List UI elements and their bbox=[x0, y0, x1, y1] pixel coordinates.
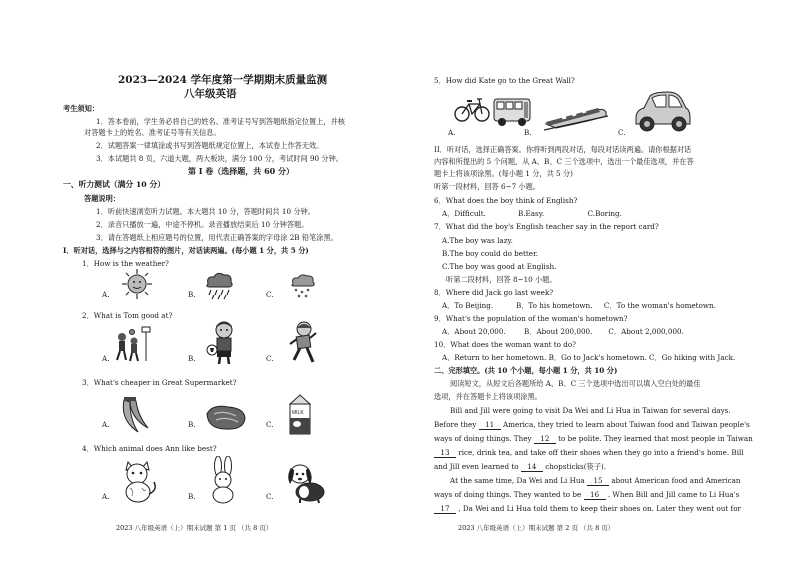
bus-icon bbox=[492, 96, 532, 128]
blank-16[interactable]: 16 bbox=[584, 490, 606, 500]
blank-11[interactable]: 11 bbox=[479, 420, 501, 430]
option-c-label: C. bbox=[266, 420, 274, 429]
milk-carton-icon bbox=[286, 392, 314, 436]
exam-subtitle: 八年级英语 bbox=[184, 88, 237, 100]
blank-12[interactable]: 12 bbox=[534, 434, 556, 444]
answer-heading: 答题说明： bbox=[84, 194, 120, 203]
section-one-title: 一、听力测试（满分 10 分） bbox=[63, 180, 166, 189]
question-7-option-a: A.The boy was lazy. bbox=[442, 236, 513, 245]
rabbit-icon bbox=[206, 456, 240, 504]
option-b-label: B. bbox=[188, 290, 196, 299]
part-ii-instruction: 内容和所提出的 5 个问题，从 A、B、C 三个选项中，选出一个最佳选项，并在答 bbox=[434, 157, 694, 166]
exam-page-1 bbox=[60, 0, 405, 561]
train-icon bbox=[544, 98, 608, 132]
part-ii-instruction: II．听对话，选择正确答案。你将听到两段对话，每段对话读两遍。请你根据对话 bbox=[434, 145, 692, 154]
passage-line: 17 , Da Wei and Li Hua told them to keep their shoes on. Later they went out for bbox=[434, 504, 741, 514]
option-b-label: B. bbox=[188, 492, 196, 501]
question-5: 5．How did Kate go to the Great Wall? bbox=[434, 76, 575, 85]
notice-line: 1．答本卷前，学生务必将自己的姓名、准考证号写到答题纸指定位置上，并核 bbox=[96, 117, 345, 126]
dog-icon bbox=[286, 462, 326, 504]
question-8-options: A．To Beijing. B．To his hometown. C．To the woman's hometown. bbox=[442, 301, 716, 310]
option-c-label: C. bbox=[618, 128, 626, 137]
football-boy-icon bbox=[206, 320, 242, 366]
question-4: 4．Which animal does Ann like best? bbox=[82, 444, 217, 453]
option-b-label: B. bbox=[188, 420, 196, 429]
question-9-options: A．About 20,000. B．About 200,000. C．About 2,000,000. bbox=[442, 327, 684, 336]
basketball-players-icon bbox=[112, 323, 152, 363]
passage-line: 13 rice, drink tea, and take off their shoes when they go into a friend's home. Bill bbox=[434, 448, 744, 458]
question-6-options: A．Difficult. B.Easy. C.Boring. bbox=[442, 209, 622, 218]
cloze-instruction: 选项，并在答题卡上将该项涂黑。 bbox=[434, 392, 542, 401]
sun-icon bbox=[120, 268, 154, 300]
cloze-instruction: 阅读短文，从短文后各题所给 A、B、C 三个选项中选出可以填入空白处的最佳 bbox=[450, 379, 701, 388]
option-a-label: A. bbox=[102, 290, 110, 299]
passage-line: Before they 11 America, they tried to learn about Taiwan food and Taiwan people's bbox=[434, 420, 750, 429]
answer-note: 1．听前快速浏览听力试题。本大题共 10 分，答题时间共 10 分钟。 bbox=[96, 207, 315, 216]
page-footer: 2023 八年级英语（上）期末试题 第 1 页 （共 8 页） bbox=[116, 524, 273, 532]
question-7-option-b: B.The boy could do better. bbox=[442, 249, 538, 258]
page-footer: 2023 八年级英语（上）期末试题 第 2 页 （共 8 页） bbox=[458, 524, 615, 532]
option-a-label: A. bbox=[102, 354, 110, 363]
question-7: 7．What did the boy's English teacher say in the report card? bbox=[434, 222, 659, 231]
option-a-label: A. bbox=[102, 492, 110, 501]
rain-cloud-icon bbox=[202, 270, 236, 300]
part-i-instruction: I．听对话，选择与之内容相符的图片，对话读两遍。(每小题 1 分，共 5 分) bbox=[63, 246, 309, 255]
listen-material-one: 听第一段材料，回答 6~7 小题。 bbox=[434, 182, 540, 191]
notice-line: 对答题卡上的姓名、准考证号等有关信息。 bbox=[84, 128, 221, 137]
notice-line: 2．试题答案一律填涂或书写到答题纸规定位置上，本试卷上作答无效。 bbox=[96, 141, 324, 150]
listen-material-two: 听第二段材料，回答 8~10 小题。 bbox=[446, 275, 557, 284]
question-8: 8．Where did Jack go last week? bbox=[434, 288, 554, 297]
option-a-label: A. bbox=[448, 128, 456, 137]
meat-icon bbox=[204, 404, 248, 432]
passage-line: and Jill even learned to 14 chopsticks(筷子). bbox=[434, 462, 606, 471]
option-a-label: A. bbox=[102, 420, 110, 429]
question-1: 1．How is the weather? bbox=[82, 259, 169, 268]
option-c-label: C. bbox=[266, 354, 274, 363]
blank-17[interactable]: 17 bbox=[434, 504, 456, 514]
question-10: 10．What does the woman want to do? bbox=[434, 340, 577, 349]
blank-14[interactable]: 14 bbox=[521, 462, 543, 472]
exam-page-2 bbox=[432, 0, 777, 561]
option-b-label: B. bbox=[188, 354, 196, 363]
blank-13[interactable]: 13 bbox=[434, 448, 456, 458]
question-10-options: A．Return to her hometown. B．Go to Jack's hometown. C．Go hiking with Jack. bbox=[442, 353, 736, 362]
question-6: 6．What does the boy think of English? bbox=[434, 196, 578, 205]
svg-text:MILK: MILK bbox=[292, 410, 304, 416]
question-2: 2．What is Tom good at? bbox=[82, 311, 173, 320]
cat-icon bbox=[118, 460, 158, 504]
car-icon bbox=[632, 88, 692, 134]
part-ii-instruction: 题卡上将该项涂黑。(每小题 1 分，共 5 分) bbox=[434, 169, 573, 178]
notice-heading: 考生须知： bbox=[63, 104, 99, 113]
answer-note: 2．录音只播放一遍，中途不停机。录音播放结束后 10 分钟答题。 bbox=[96, 220, 309, 229]
part-one-title: 第 I 卷（选择题，共 60 分） bbox=[188, 166, 295, 176]
exam-title: 2023—2024 学年度第一学期期末质量监测 bbox=[118, 74, 328, 86]
passage-line: ways of doing things. They 12 to be polite. They learned that most people in Taiwan bbox=[434, 434, 753, 443]
notice-line: 3．本试题共 8 页，六道大题，两大板块，满分 100 分，考试时间 90 分钟。 bbox=[96, 154, 343, 163]
option-c-label: C. bbox=[266, 290, 274, 299]
passage-line: At the same time, Da Wei and Li Hua 15 about American food and American bbox=[450, 476, 741, 485]
running-boy-icon bbox=[286, 320, 320, 366]
bananas-icon bbox=[118, 396, 158, 436]
question-3: 3．What's cheaper in Great Supermarket? bbox=[82, 378, 237, 387]
passage-line: Bill and Jill were going to visit Da Wei and Li Hua in Taiwan for several days. bbox=[450, 406, 731, 415]
answer-note: 3．请在答题纸上相应题号的位置，用代表正确答案的字母涂 2B 铅笔涂黑。 bbox=[96, 233, 338, 242]
option-c-label: C. bbox=[266, 492, 274, 501]
option-b-label: B. bbox=[524, 128, 532, 137]
snow-cloud-icon bbox=[288, 272, 318, 298]
passage-line: ways of doing things. They wanted to be 16 . When Bill and Jill came to Li Hua's bbox=[434, 490, 740, 499]
section-two-title: 二、完形填空。(共 10 个小题，每小题 1 分，共 10 分) bbox=[434, 366, 618, 375]
blank-15[interactable]: 15 bbox=[587, 476, 609, 486]
question-7-option-c: C.The boy was good at English. bbox=[442, 262, 557, 271]
bicycle-icon bbox=[454, 96, 490, 122]
question-9: 9．What's the population of the woman's hometown? bbox=[434, 314, 628, 323]
